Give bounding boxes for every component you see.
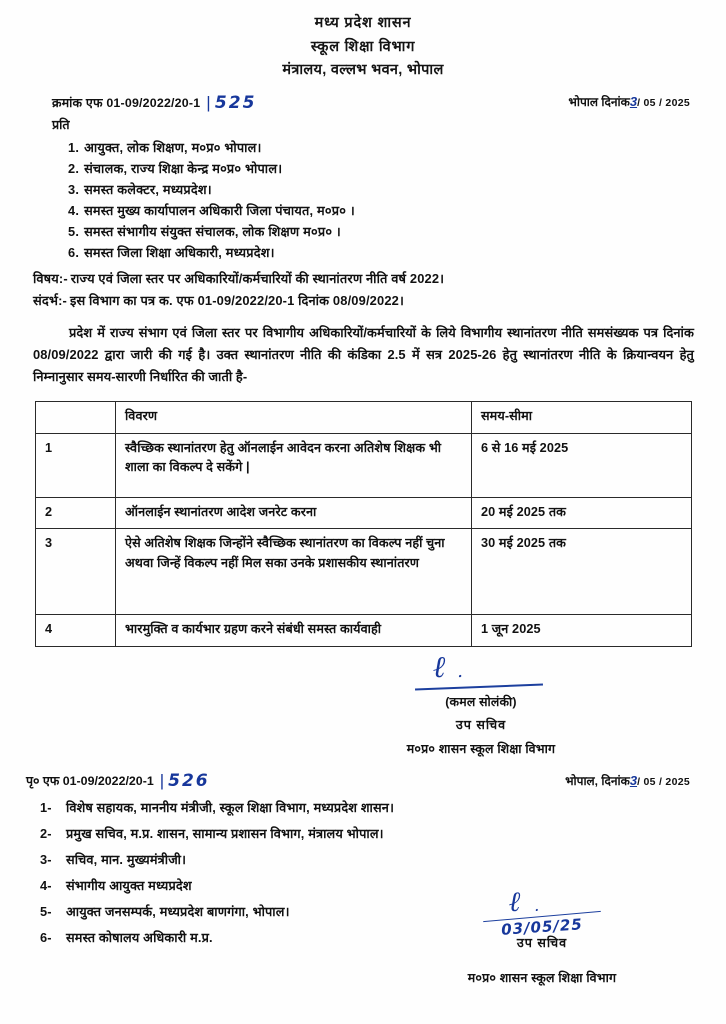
context-line [33, 294, 696, 309]
reference-handwritten-number: 525 [214, 92, 257, 113]
reference-handwritten-day: 3 [629, 93, 638, 109]
copy-text: विशेष सहायक, माननीय मंत्रीजी, स्कूल शिक्षा विभाग, मध्यप्रदेश शासन। [66, 800, 395, 816]
copy-number: 2- [40, 826, 52, 842]
signature-dot-icon: . [534, 895, 540, 915]
list-item [0, 801, 726, 815]
subject-line [33, 272, 696, 287]
reference-separator: | [206, 92, 211, 112]
table-header-row [36, 402, 692, 434]
endorsement-date-rest: / 05 / 2025 [637, 776, 690, 789]
signature-glyph: ℓ [432, 650, 446, 686]
copy-text: समस्त कोषालय अधिकारी म.प्र. [66, 930, 213, 946]
list-item [0, 827, 726, 841]
subject-label: विषय:- [33, 270, 68, 286]
endorsement-handwritten-day: 3 [629, 773, 638, 789]
table-row [36, 615, 692, 647]
reference-date-rest: / 05 / 2025 [637, 96, 690, 109]
subject-text: राज्य एवं जिला स्तर पर अधिकारियों/कर्मचारियों की स्थानांतरण नीति वर्ष 2022। [70, 270, 445, 286]
table-cell-serial: 4 [36, 615, 116, 647]
signature-inner [406, 650, 556, 757]
timeline-table-wrapper [35, 401, 691, 647]
list-item [0, 225, 726, 239]
timeline-table [35, 401, 692, 647]
copy-text: संभागीय आयुक्त मध्यप्रदेश [66, 878, 192, 894]
recipient-text: समस्त संभागीय संयुक्त संचालक, लोक शिक्षण म०प्र० । [84, 223, 341, 239]
table-header-description: विवरण [116, 402, 472, 434]
table-cell-serial: 3 [36, 529, 116, 615]
endorsement-place-date-label: भोपाल, दिनांक [565, 774, 630, 789]
table-cell-timeline: 1 जून 2025 [472, 615, 692, 647]
table-row [36, 497, 692, 529]
copy-text: आयुक्त जनसम्पर्क, मध्यप्रदेश बाणगंगा, भोपाल। [66, 904, 290, 920]
signature-block-primary [0, 650, 726, 758]
table-cell-description: स्वैच्छिक स्थानांतरण हेतु ऑनलाईन आवेदन करना अतिशेष शिक्षक भी शाला का विकल्प दे सकेंगे | [116, 433, 472, 497]
signature-date-wrapper [483, 915, 601, 939]
list-item [0, 853, 726, 867]
signature-handwritten-date: 03/05/25 [500, 915, 584, 939]
table-cell-serial: 2 [36, 497, 116, 529]
signatory-designation: उप सचिव [455, 718, 507, 733]
recipient-text: समस्त कलेक्टर, मध्यप्रदेश। [84, 181, 212, 197]
context-text: इस विभाग का पत्र क. एफ 01-09/2022/20-1 दिनांक 08/09/2022। [69, 292, 404, 308]
reference-place-date-label: भोपाल दिनांक [568, 94, 630, 109]
endorsement-number-block [26, 771, 210, 792]
table-cell-timeline: 6 से 16 मई 2025 [472, 433, 692, 497]
endorsement-separator: | [159, 771, 165, 791]
copy-number: 6- [40, 930, 52, 946]
context-label: संदर्भ:- [33, 292, 67, 308]
recipient-text: समस्त जिला शिक्षा अधिकारी, मध्यप्रदेश। [84, 244, 275, 260]
list-item [0, 162, 726, 176]
table-row [36, 529, 692, 615]
recipient-text: समस्त मुख्य कार्यापालन अधिकारी जिला पंचायत, म०प्र० । [84, 202, 355, 218]
reference-number-label: क्रमांक एफ 01-09/2022/20-1 [52, 95, 201, 110]
copy-number: 5- [40, 904, 52, 920]
copy-number: 1- [40, 800, 52, 816]
recipient-number: 4. [68, 202, 80, 218]
signature-block-secondary [392, 884, 692, 986]
signature-glyph: ℓ [508, 884, 521, 918]
list-item [0, 246, 726, 260]
signature-mark-icon [407, 650, 556, 686]
signatory-name: (कमल सोलंकी) [445, 695, 517, 710]
table-header-timeline: समय-सीमा [472, 402, 692, 434]
copy-number: 3- [40, 852, 52, 868]
table-cell-description: भारमुक्ति व कार्यभार ग्रहण करने संबंधी समस्त कार्यवाही [116, 615, 472, 647]
copy-number: 4- [40, 878, 52, 894]
table-cell-serial: 1 [36, 433, 116, 497]
signatory-designation: उप सचिव [516, 936, 568, 950]
signature-mark-icon [392, 884, 692, 918]
letterhead-line-government: मध्य प्रदेश शासन [314, 15, 412, 31]
recipient-number: 2. [68, 160, 80, 176]
recipient-number: 5. [68, 223, 80, 239]
reference-place-date [568, 93, 690, 110]
recipient-number: 6. [68, 244, 80, 260]
letterhead-line-department: स्कूल शिक्षा विभाग [310, 38, 416, 55]
list-item [0, 141, 726, 155]
endorsement-label: पृ० एफ 01-09/2022/20-1 [26, 774, 154, 789]
signature-dot-icon: . [457, 661, 463, 683]
copy-text: सचिव, मान. मुख्यमंत्रीजी। [66, 852, 187, 868]
signatory-department: म०प्र० शासन स्कूल शिक्षा विभाग [406, 742, 556, 757]
table-cell-timeline: 30 मई 2025 तक [472, 529, 692, 615]
subject-block [0, 272, 726, 309]
list-item [0, 204, 726, 218]
endorsement-place-date [565, 772, 690, 789]
recipient-text: संचालक, राज्य शिक्षा केन्द्र म०प्र० भोपाल। [84, 160, 283, 176]
list-item [0, 183, 726, 197]
signatory-department: म०प्र० शासन स्कूल शिक्षा विभाग [467, 971, 617, 985]
table-cell-description: ऐसे अतिशेष शिक्षक जिन्होंने स्वैच्छिक स्थानांतरण का विकल्प नहीं चुना अथवा जिन्हें विकल्प नहीं मिल सका उनके प्रशासकीय स्थानांतरण [116, 529, 472, 615]
copy-text: प्रमुख सचिव, म.प्र. शासन, सामान्य प्रशासन विभाग, मंत्रालय भोपाल। [66, 826, 384, 842]
recipient-number: 1. [68, 139, 80, 155]
body-paragraph: प्रदेश में राज्य संभाग एवं जिला स्तर पर विभागीय अधिकारियों/कर्मचारियों के लिये विभागीय स्थानांतरण नीति समसंख्यक पत्र दिनांक 08/09/2022 द्वारा जारी की गई है। उक्त स्थानांतरण नीति की कंडिका 2.5 में सत्र 2025-26 हेतु स्थानांतरण नीति के क्रियान्वयन हेतु निम्नानुसार समय-सारणी निर्धारित की जाती है- [33, 324, 694, 384]
table-cell-description: ऑनलाईन स्थानांतरण आदेश जनरेट करना [116, 497, 472, 529]
recipient-list [0, 141, 726, 260]
recipient-number: 3. [68, 181, 80, 197]
endorsement-handwritten-number: 526 [168, 771, 210, 792]
table-row [36, 433, 692, 497]
table-header-serial [36, 402, 116, 434]
to-label: प्रति [52, 117, 70, 132]
letterhead [0, 0, 726, 78]
endorsement-row [0, 770, 726, 794]
letterhead-line-address: मंत्रालय, वल्लभ भवन, भोपाल [282, 62, 444, 78]
reference-row [0, 92, 726, 114]
table-cell-timeline: 20 मई 2025 तक [472, 497, 692, 529]
recipient-text: आयुक्त, लोक शिक्षण, म०प्र० भोपाल। [84, 139, 262, 155]
reference-number-block [52, 92, 256, 112]
